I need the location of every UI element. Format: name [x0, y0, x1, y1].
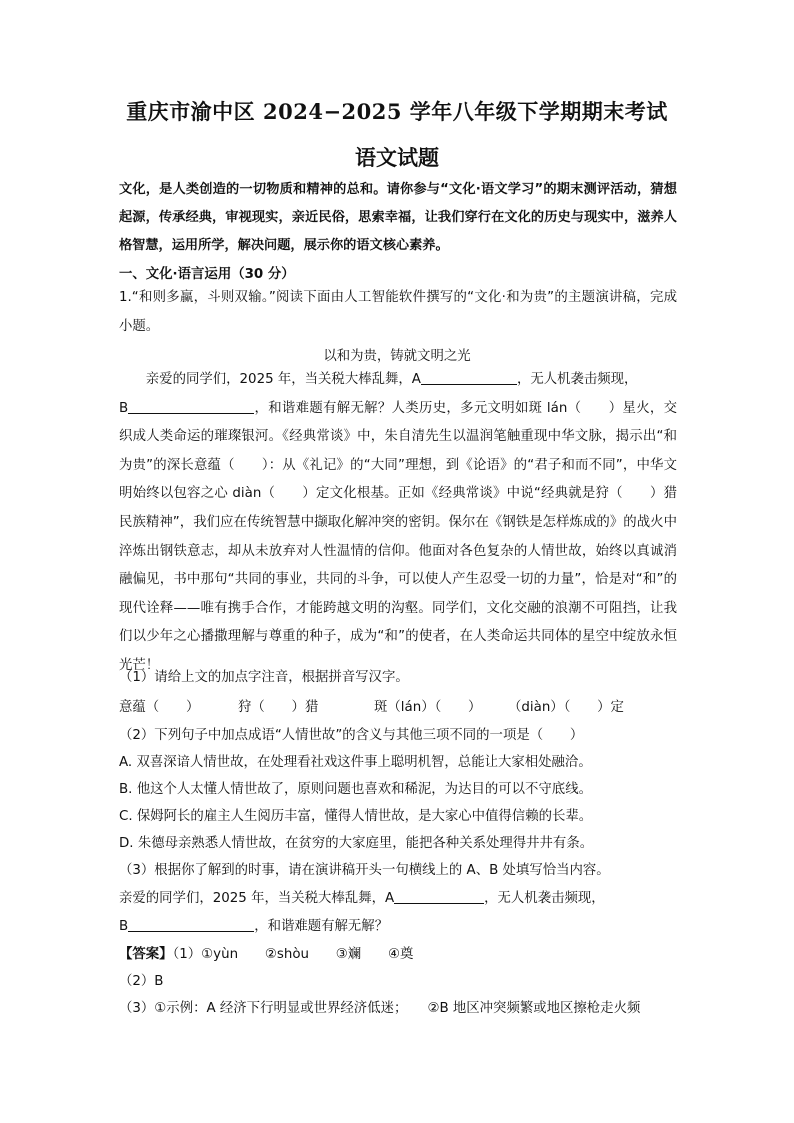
question-1-3: （3）根据你了解到的时事，请在演讲稿开头一句横线上的 A、B 处填写恰当内容。: [119, 863, 610, 878]
fill-blank-b[interactable]: [128, 917, 254, 932]
blank-b-label: B: [119, 400, 129, 416]
exam-title: 重庆市渝中区 2024−2025 学年八年级下学期期末考试: [126, 99, 668, 124]
fill-text-a2: ，无人机袭击频现，: [484, 891, 605, 906]
speech-text-2: ，无人机袭击频现，: [516, 372, 638, 387]
answer-label: 【答案】: [119, 947, 173, 962]
speech-text-3: ，和谐难题有解无解？人类历史，多元文明如斑 lán（ ）星火，交织成人类命运的璀璨银河。《经典常谈》中，朱自清先生以温润笔触重现中华文脉，揭示出“和为贵”的深长意蕴（ ）：从《礼记》的“大同”理想，到《论语》的“君子和而不同”，中华文明始终以包容之心 diàn（ ）定文化根基。正如《经典常谈》中说“经典就是狩（ ）猎民族精神”，我们应在传统智慧中撷取化解冲突的密钥。保尔在《钢铁是怎样炼成的》的战火中淬炼出钢铁意志，却从未放弃对人性温情的信仰。他面对各色复杂的人情世故，始终以真诚消融偏见，书中那句“共同的事业，共同的斗争，可以使人产生忍受一切的力量”，恰是对“和”的现代诠释——唯有携手合作，才能跨越文明的沟壑。同学们，文化交融的浪潮不可阻挡，让我们以少年之心播撒理解与尊重的种子，成为“和”的使者，在人类命运共同体的星空中绽放永恒光芒！: [119, 400, 677, 673]
fill-text-a1: 亲爱的同学们，2025 年，当关税大棒乱舞，A: [119, 891, 395, 906]
exam-subtitle: 语文试题: [355, 145, 439, 170]
speech-body: [119, 366, 677, 681]
option-b[interactable]: B. 他这个人太懂人情世故了，原则问题也喜欢和稀泥，为达目的可以不守底线。: [119, 782, 592, 797]
answer-line-1: [119, 943, 413, 962]
section-heading: 一、文化·语言运用（30 分）: [119, 267, 295, 282]
intro-paragraph: 文化，是人类创造的一切物质和精神的总和。请你参与“文化·语文学习”的期末测评活动，猜想起源，传承经典，审视现实，亲近民俗，思索幸福，让我们穿行在文化的历史与现实中，滋养人格智慧，运用所学，解决问题，展示你的语文核心素养。: [119, 182, 677, 253]
pinyin-item-3: 斑（lán）（ ）: [374, 700, 482, 715]
question-1-intro: 1.“和则多赢，斗则双输。”阅读下面由人工智能软件撰写的“文化·和为贵”的主题演讲稿，完成小题。: [119, 290, 677, 334]
pinyin-item-2: 狩（ ）猎: [238, 700, 319, 715]
answer-2: （2）B: [119, 974, 164, 989]
fill-line-b: [119, 915, 388, 934]
answer-3: （3）①示例：A 经济下行明显或世界经济低迷； ②B 地区冲突频繁或地区擦枪走火频: [119, 1001, 641, 1016]
fill-text-b2: ，和谐难题有解无解？: [254, 919, 389, 934]
option-a[interactable]: A. 双喜深谙人情世故，在处理看社戏这件事上聪明机智，总能让大家相处融洽。: [119, 755, 592, 770]
speech-title: 以和为贵，铸就文明之光: [323, 349, 471, 364]
option-c[interactable]: C. 保姆阿长的雇主人生阅历丰富，懂得人情世故，是大家心中值得信赖的长辈。: [119, 809, 593, 824]
pinyin-item-1: 意蕴（ ）: [119, 700, 200, 715]
fill-line-a: [119, 887, 605, 906]
speech-text-1: 亲爱的同学们，2025 年，当关税大棒乱舞，A: [145, 372, 421, 387]
blank-b[interactable]: [128, 399, 254, 414]
answer-1: （1）①yùn ②shòu ③斓 ④奠: [172, 947, 414, 962]
fill-text-b1: B: [119, 919, 129, 934]
question-1-1: （1）请给上文的加点字注音，根据拼音写汉字。: [119, 670, 409, 685]
blank-a[interactable]: [421, 370, 517, 385]
fill-blank-a[interactable]: [394, 889, 484, 904]
option-d[interactable]: D. 朱德母亲熟悉人情世故，在贫穷的大家庭里，能把各种关系处理得井井有条。: [119, 836, 594, 851]
pinyin-item-4: （diàn）（ ）定: [508, 700, 624, 715]
question-1-2: （2）下列句子中加点成语“人情世故”的含义与其他三项不同的一项是（ ）: [119, 728, 584, 743]
